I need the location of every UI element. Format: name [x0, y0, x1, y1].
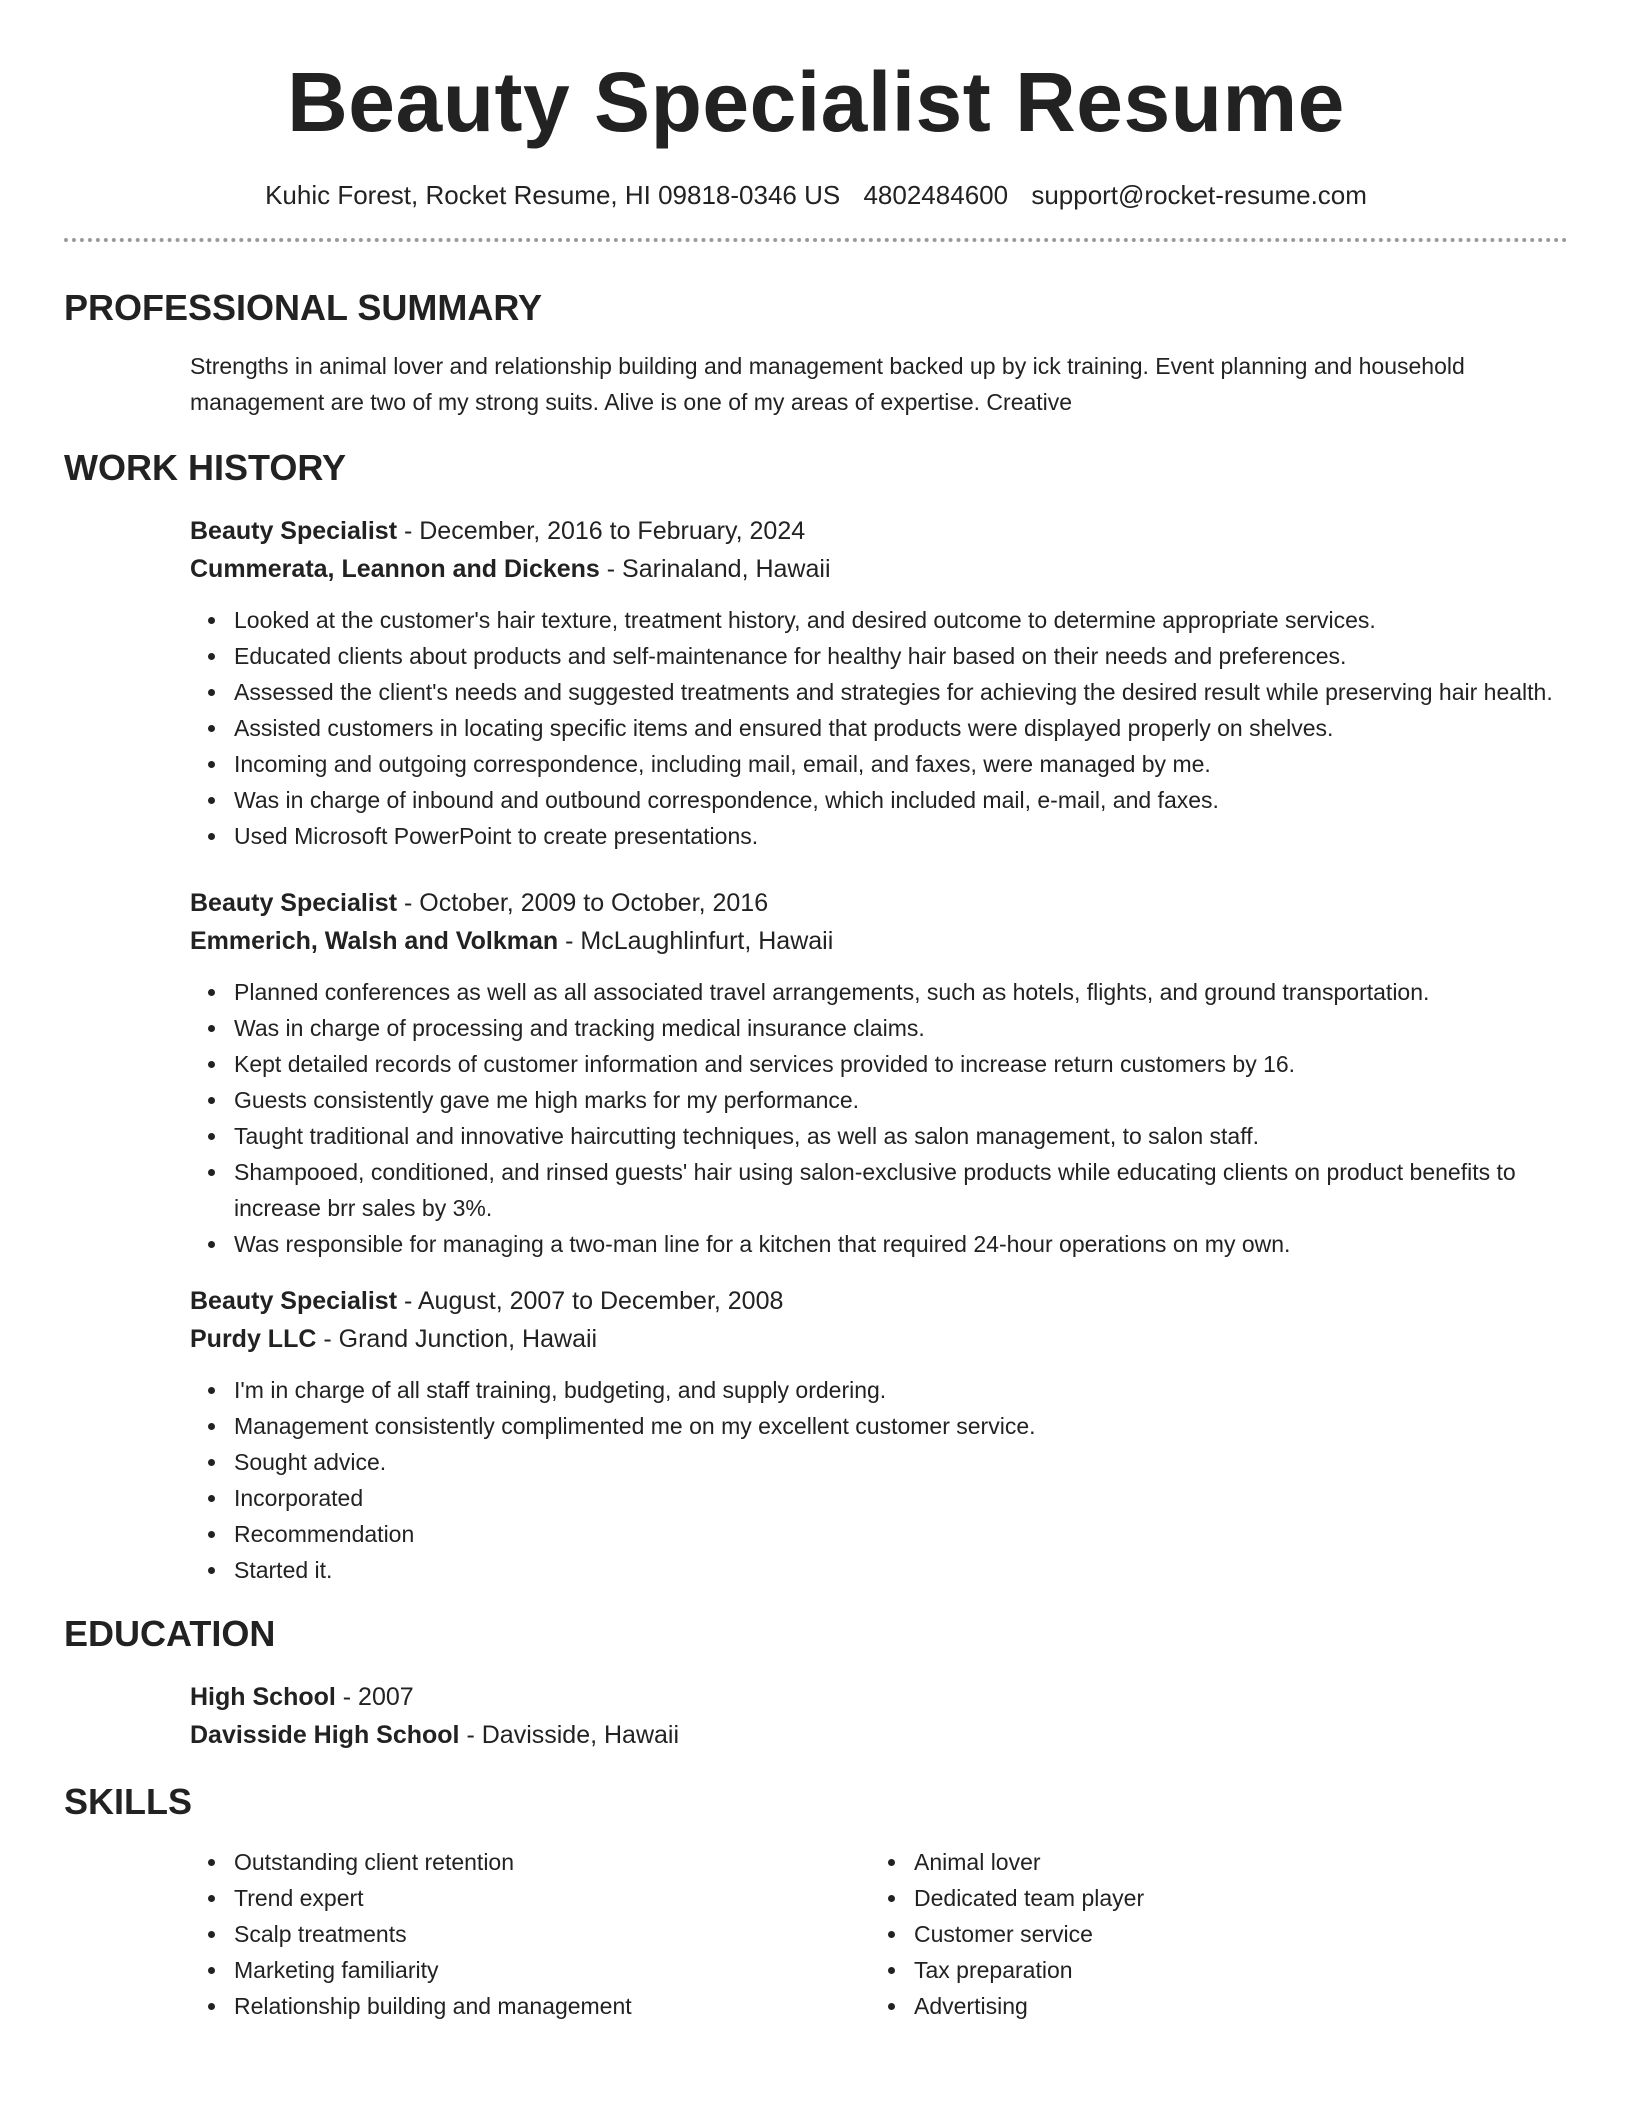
- list-item: I'm in charge of all staff training, budgeting, and supply ordering.: [234, 1372, 1568, 1408]
- job-dates: - December, 2016 to February, 2024: [397, 517, 806, 545]
- skills-heading: SKILLS: [64, 1781, 193, 1822]
- list-item: Educated clients about products and self-maintenance for healthy hair based on their needs and preferences.: [234, 638, 1568, 674]
- education-location: - Davisside, Hawaii: [459, 1721, 680, 1749]
- education-school: Davisside High School: [190, 1721, 460, 1749]
- education-heading: EDUCATION: [64, 1613, 276, 1654]
- job-company-line: [190, 922, 1568, 960]
- job-entry: [190, 884, 1568, 1262]
- resume-page: [64, 0, 1568, 2024]
- skill-item: Animal lover: [914, 1844, 1550, 1880]
- skills-section: [64, 1780, 1568, 2024]
- contact-line: [64, 178, 1568, 212]
- work-heading: WORK HISTORY: [64, 447, 347, 488]
- job-entry: [190, 512, 1568, 854]
- job-company: Purdy LLC: [190, 1325, 317, 1353]
- list-item: Sought advice.: [234, 1444, 1568, 1480]
- job-location: - Sarinaland, Hawaii: [599, 555, 831, 583]
- education-school-line: [190, 1716, 1568, 1754]
- skill-item: Marketing familiarity: [234, 1952, 870, 1988]
- skills-list-left: [190, 1844, 870, 2024]
- list-item: Was in charge of processing and tracking medical insurance claims.: [234, 1010, 1568, 1046]
- job-location: - McLaughlinfurt, Hawaii: [558, 927, 834, 955]
- job-company: Emmerich, Walsh and Volkman: [190, 927, 559, 955]
- list-item: Recommendation: [234, 1516, 1568, 1552]
- list-item: Planned conferences as well as all associated travel arrangements, such as hotels, flights, and ground transportation.: [234, 974, 1568, 1010]
- job-bullets: [190, 974, 1568, 1262]
- skill-item: Dedicated team player: [914, 1880, 1550, 1916]
- job-title-line: [190, 512, 1568, 550]
- summary-text: Strengths in animal lover and relationship building and management backed up by ick training. Event planning and household management are two of my strong suits. Alive is one of my areas of expertise. Creative: [190, 353, 1465, 415]
- job-bullets: [190, 602, 1568, 854]
- education-degree-line: [190, 1678, 1568, 1716]
- list-item: Assisted customers in locating specific items and ensured that products were displayed properly on shelves.: [234, 710, 1568, 746]
- list-item: Incorporated: [234, 1480, 1568, 1516]
- list-item: Taught traditional and innovative haircutting techniques, as well as salon management, to salon staff.: [234, 1118, 1568, 1154]
- skill-item: Customer service: [914, 1916, 1550, 1952]
- education-year: - 2007: [335, 1683, 414, 1711]
- job-company: Cummerata, Leannon and Dickens: [190, 555, 600, 583]
- list-item: Was responsible for managing a two-man line for a kitchen that required 24-hour operations on my own.: [234, 1226, 1568, 1262]
- list-item: Shampooed, conditioned, and rinsed guests' hair using salon-exclusive products while educating clients on product benefits to increase brr sales by 3%.: [234, 1154, 1568, 1226]
- contact-address: Kuhic Forest, Rocket Resume, HI 09818-0346 US: [265, 180, 841, 210]
- job-company-line: [190, 550, 1568, 588]
- job-title-line: [190, 884, 1568, 922]
- list-item: Looked at the customer's hair texture, treatment history, and desired outcome to determine appropriate services.: [234, 602, 1568, 638]
- job-title-line: [190, 1282, 1568, 1320]
- job-entry: [190, 1282, 1568, 1588]
- contact-phone: 4802484600: [863, 180, 1009, 210]
- job-title: Beauty Specialist: [190, 517, 398, 545]
- skill-item: Trend expert: [234, 1880, 870, 1916]
- education-degree: High School: [190, 1683, 336, 1711]
- resume-title: Beauty Specialist Resume: [287, 55, 1345, 149]
- job-bullets: [190, 1372, 1568, 1588]
- skill-item: Outstanding client retention: [234, 1844, 870, 1880]
- job-title: Beauty Specialist: [190, 1287, 398, 1315]
- header-divider: [64, 238, 1568, 242]
- list-item: Incoming and outgoing correspondence, including mail, email, and faxes, were managed by me.: [234, 746, 1568, 782]
- summary-section: [64, 286, 1568, 420]
- contact-email: support@rocket-resume.com: [1031, 180, 1367, 210]
- list-item: Started it.: [234, 1552, 1568, 1588]
- job-dates: - August, 2007 to December, 2008: [397, 1287, 784, 1315]
- skill-item: Relationship building and management: [234, 1988, 870, 2024]
- job-location: - Grand Junction, Hawaii: [316, 1325, 598, 1353]
- list-item: Management consistently complimented me on my excellent customer service.: [234, 1408, 1568, 1444]
- job-title: Beauty Specialist: [190, 889, 398, 917]
- education-section: [64, 1612, 1568, 1754]
- skill-item: Scalp treatments: [234, 1916, 870, 1952]
- skills-list-right: [870, 1844, 1550, 2024]
- list-item: Kept detailed records of customer information and services provided to increase return customers by 16.: [234, 1046, 1568, 1082]
- list-item: Was in charge of inbound and outbound correspondence, which included mail, e-mail, and faxes.: [234, 782, 1568, 818]
- skill-item: Tax preparation: [914, 1952, 1550, 1988]
- job-dates: - October, 2009 to October, 2016: [397, 889, 769, 917]
- work-section: [64, 446, 1568, 1588]
- summary-heading: PROFESSIONAL SUMMARY: [64, 287, 543, 328]
- job-company-line: [190, 1320, 1568, 1358]
- list-item: Guests consistently gave me high marks for my performance.: [234, 1082, 1568, 1118]
- list-item: Assessed the client's needs and suggested treatments and strategies for achieving the desired result while preserving hair health.: [234, 674, 1568, 710]
- list-item: Used Microsoft PowerPoint to create presentations.: [234, 818, 1568, 854]
- skill-item: Advertising: [914, 1988, 1550, 2024]
